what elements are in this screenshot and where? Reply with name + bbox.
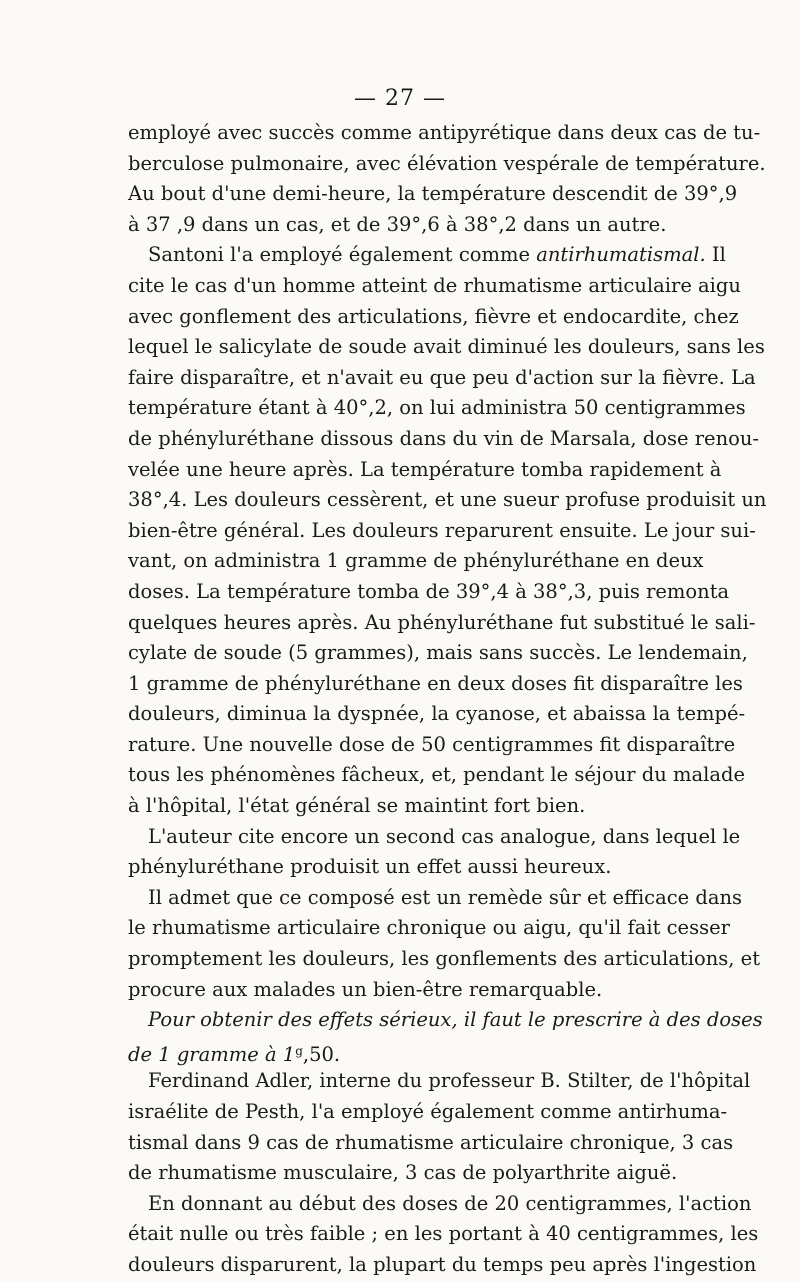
text-line (128, 730, 736, 761)
line-text: 38°,4. Les douleurs cessèrent, et une sueur profuse produisit un (128, 488, 767, 512)
text-line (128, 393, 746, 424)
text-line (128, 455, 722, 486)
line-text: à l'hôpital, l'état général se maintint fort bien. (128, 794, 586, 818)
text-line (128, 516, 756, 547)
text-line (128, 302, 739, 333)
line-text: lequel le salicylate de soude avait diminué les douleurs, sans les (128, 335, 765, 359)
text-line (128, 1005, 763, 1036)
line-text: Ferdinand Adler, interne du professeur B. Stilter, de l'hôpital (148, 1069, 751, 1093)
line-text: faire disparaître, et n'avait eu que peu d'action sur la fièvre. La (128, 365, 756, 389)
text-line (128, 577, 730, 608)
text-line (128, 1128, 734, 1159)
page-number: — 27 — (354, 86, 446, 111)
line-text: employé avec succès comme antipyrétique dans deux cas de tu- (128, 121, 761, 144)
text-line (128, 608, 756, 639)
line-text: quelques heures après. Au phényluréthane fut substitué le sali- (128, 610, 756, 634)
text-line (128, 913, 730, 944)
text-line (128, 883, 743, 914)
line-text: L'auteur cite encore un second cas analogue, dans lequel le (148, 824, 741, 848)
text-line (128, 1066, 751, 1097)
line-text: le rhumatisme articulaire chronique ou aigu, qu'il fait cesser (128, 916, 730, 940)
line-text: berculose pulmonaire, avec élévation vespérale de température. (128, 151, 766, 175)
text-line (128, 332, 765, 363)
text-line (128, 852, 676, 883)
text-line (128, 944, 761, 975)
line-text: rature. Une nouvelle dose de 50 centigrammes fit disparaître (128, 732, 736, 756)
line-text: douleurs disparurent, la plupart du temps peu après l'ingestion (128, 1252, 757, 1276)
text-line (128, 1219, 759, 1250)
line-text: bien-être général. Les douleurs reparurent ensuite. Le jour sui- (128, 518, 756, 542)
line-text: avec gonflement des articulations, fièvre et endocardite, chez (128, 304, 739, 328)
line-text-after: ,50. (302, 1042, 341, 1066)
text-line (128, 822, 741, 853)
text-line (128, 1097, 728, 1128)
gram-superscript: g (295, 1043, 303, 1058)
text-line (128, 240, 726, 271)
line-text: cite le cas d'un homme atteint de rhumatisme articulaire aigu (128, 273, 741, 297)
line-text: tismal dans 9 cas de rhumatisme articulaire chronique, 3 cas (128, 1130, 734, 1154)
text-line (128, 546, 704, 577)
line-text: à 37 ,9 dans un cas, et de 39°,6 à 38°,2 dans un autre. (128, 212, 667, 236)
text-line (128, 118, 761, 149)
italic-term: antirhumatismal. (536, 243, 706, 267)
text-line (128, 271, 741, 302)
line-text: était nulle ou très faible ; en les portant à 40 centigrammes, les (128, 1222, 759, 1246)
line-text: phényluréthane produisit un effet aussi heureux. (128, 855, 612, 879)
line-text: procure aux malades un bien-être remarquable. (128, 977, 603, 1001)
text-line (128, 363, 756, 394)
text-line (128, 669, 743, 700)
text-line (128, 1036, 676, 1067)
line-text: température étant à 40°,2, on lui administra 50 centigrammes (128, 396, 746, 420)
line-text-after: Il (705, 243, 726, 267)
text-line (128, 975, 676, 1006)
body-text (128, 118, 767, 1281)
line-text: israélite de Pesth, l'a employé également comme antirhuma- (128, 1100, 728, 1123)
text-line (128, 760, 746, 791)
text-line (128, 424, 760, 455)
line-text: promptement les douleurs, les gonflements des articulations, et (128, 947, 761, 971)
line-text: Santoni l'a employé également comme (148, 243, 537, 267)
line-text-italic: Pour obtenir des effets sérieux, il faut le prescrire à des doses (148, 1008, 763, 1032)
line-text-italic: de 1 gramme à 1 (128, 1042, 296, 1066)
text-line (128, 179, 738, 210)
text-line (128, 149, 766, 180)
text-line (128, 791, 676, 822)
text-line (128, 638, 748, 669)
line-text: cylate de soude (5 grammes), mais sans succès. Le lendemain, (128, 641, 748, 665)
line-text: En donnant au début des doses de 20 centigrammes, l'action (148, 1191, 752, 1215)
line-text: Au bout d'une demi-heure, la température descendit de 39°,9 (128, 182, 738, 206)
line-text: de phényluréthane dissous dans du vin de Marsala, dose renou- (128, 426, 760, 450)
text-line (128, 485, 767, 516)
text-line (128, 1158, 676, 1189)
line-text: vant, on administra 1 gramme de phényluréthane en deux (128, 549, 704, 573)
line-text: de rhumatisme musculaire, 3 cas de polyarthrite aiguë. (128, 1161, 678, 1185)
line-text: 1 gramme de phényluréthane en deux doses fit disparaître les (128, 671, 743, 695)
line-text: tous les phénomènes fâcheux, et, pendant le séjour du malade (128, 763, 746, 787)
text-line (128, 210, 676, 241)
text-line (128, 699, 746, 730)
text-line (128, 1189, 752, 1220)
line-text: doses. La température tomba de 39°,4 à 38°,3, puis remonta (128, 579, 730, 603)
text-line (128, 1250, 757, 1281)
line-text: velée une heure après. La température tomba rapidement à (128, 457, 722, 481)
line-text: douleurs, diminua la dyspnée, la cyanose, et abaissa la tempé- (128, 702, 746, 726)
line-text: Il admet que ce composé est un remède sûr et efficace dans (148, 885, 743, 909)
